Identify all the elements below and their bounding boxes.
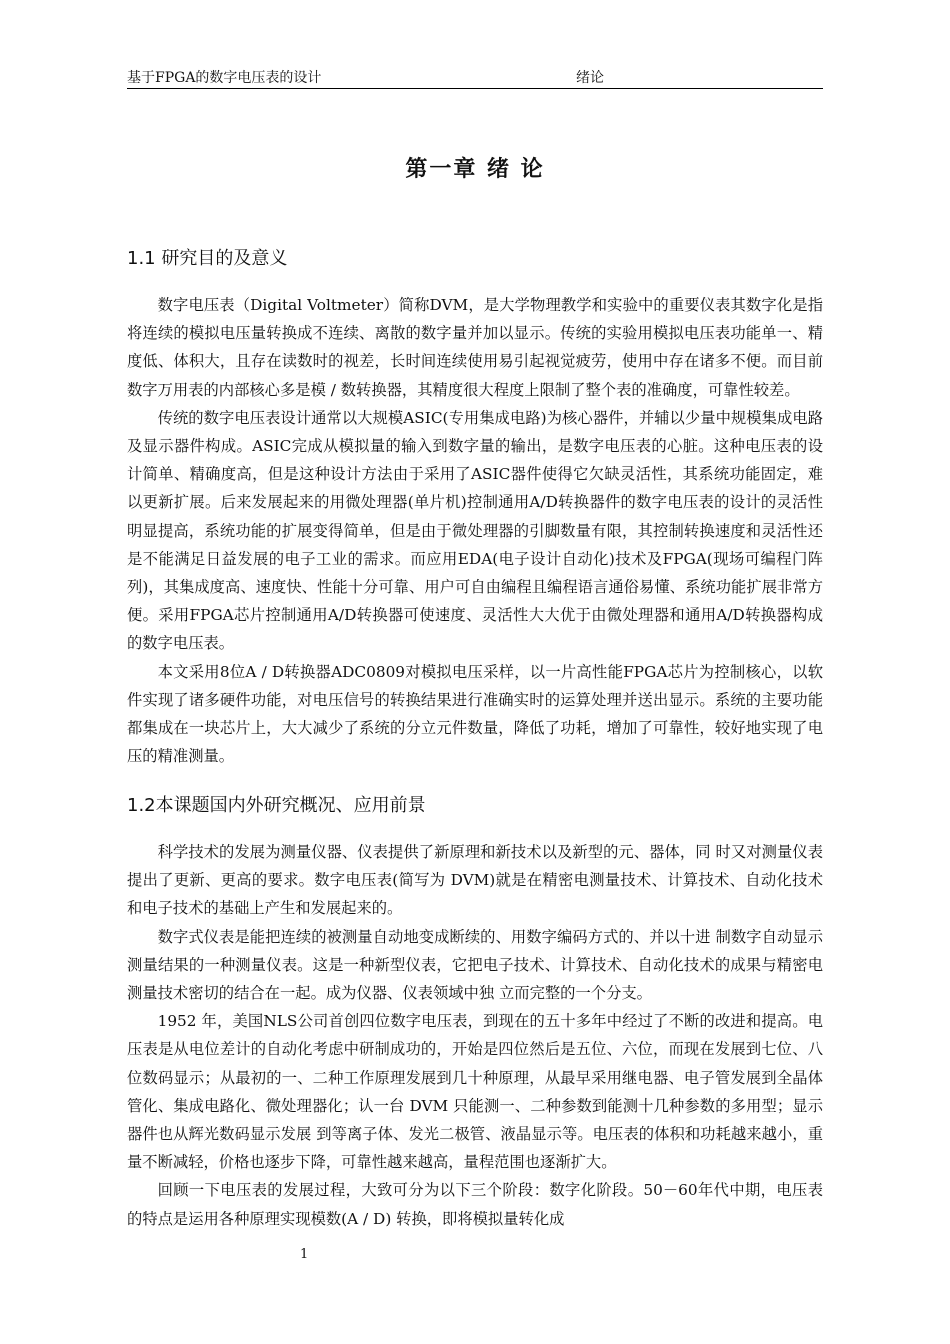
- section-1-1-body: [127, 291, 823, 770]
- chapter-title: 第一章 绪 论: [405, 157, 545, 182]
- running-header: [127, 62, 823, 89]
- header-chapter-name: 绪论: [576, 70, 604, 86]
- section-heading-1-2: 1.2本课题国内外研究概况、应用前景: [127, 795, 426, 816]
- paragraph: 数字式仪表是能把连续的被测量自动地变成断续的、用数字编码方式的、并以十进 制数字自动显示测量结果的一种测量仪表。这是一种新型仪表，它把电子技术、计算技术、自动化技术的成果与精密电测量技术密切的结合在一起。成为仪器、仪表领域中独 立而完整的一个分支。: [127, 927, 823, 1003]
- section-heading-1-1: 1.1 研究目的及意义: [127, 248, 288, 269]
- page-number: 1: [300, 1247, 309, 1262]
- header-document-title: 基于FPGA的数字电压表的设计: [127, 70, 322, 86]
- paragraph: 数字电压表（Digital Voltmeter）简称DVM，是大学物理教学和实验中的重要仪表其数字化是指将连续的模拟电压量转换成不连续、离散的数字量并加以显示。传统的实验用模拟电压表功能单一、精度低、体积大，且存在读数时的视差，长时间连续使用易引起视觉疲劳，使用中存在诸多不便。而目前数字万用表的内部核心多是模 / 数转换器，其精度很大程度上限制了整个表的准确度，可靠性较差。: [127, 296, 823, 399]
- paragraph: 1952 年，美国NLS公司首创四位数字电压表，到现在的五十多年中经过了不断的改进和提高。电压表是从电位差计的自动化考虑中研制成功的，开始是四位然后是五位、六位，而现在发展到七位、八位数码显示；从最初的一、二种工作原理发展到几十种原理，从最早采用继电器、电子管发展到全晶体管化、集成电路化、微处理器化；认一台 DVM 只能测一、二种参数到能测十几种参数的多用型；显示器件也从辉光数码显示发展 到等离子体、发光二极管、液晶显示等。电压表的体积和功耗越来越小，重量不断减轻，价格也逐步下降，可靠性越来越高，量程范围也逐渐扩大。: [127, 1012, 823, 1172]
- section-1-2-body: [127, 838, 823, 1233]
- paragraph: 科学技术的发展为测量仪器、仪表提供了新原理和新技术以及新型的元、器体，同 时又对测量仪表提出了更新、更高的要求。数字电压表(简写为 DVM)就是在精密电测量技术、计算技术、自动化技术和电子技术的基础上产生和发展起来的。: [127, 843, 823, 918]
- paragraph: 本文采用8位A / D转换器ADC0809对模拟电压采样，以一片高性能FPGA芯片为控制核心，以软件实现了诸多硬件功能，对电压信号的转换结果进行准确实时的运算处理并送出显示。系统的主要功能都集成在一块芯片上，大大减少了系统的分立元件数量，降低了功耗，增加了可靠性，较好地实现了电压的精准测量。: [127, 662, 823, 766]
- paragraph: 回顾一下电压表的发展过程，大致可分为以下三个阶段：数字化阶段。50－60年代中期，电压表的特点是运用各种原理实现模数(A / D) 转换，即将模拟量转化成: [127, 1181, 823, 1228]
- paragraph: 传统的数字电压表设计通常以大规模ASIC(专用集成电路)为核心器件，并辅以少量中规模集成电路及显示器件构成。ASIC完成从模拟量的输入到数字量的输出，是数字电压表的心脏。这种电压表的设计简单、精确度高，但是这种设计方法由于采用了ASIC器件使得它欠缺灵活性，其系统功能固定，难以更新扩展。后来发展起来的用微处理器(单片机)控制通用A/D转换器件的数字电压表的设计的灵活性明显提高，系统功能的扩展变得简单，但是由于微处理器的引脚数量有限，其控制转换速度和灵活性还是不能满足日益发展的电子工业的需求。而应用EDA(电子设计自动化)技术及FPGA(现场可编程门阵列)，其集成度高、速度快、性能十分可靠、用户可自由编程且编程语言通俗易懂、系统功能扩展非常方便。采用FPGA芯片控制通用A/D转换器可使速度、灵活性大大优于由微处理器和通用A/D转换器构成的数字电压表。: [127, 408, 823, 653]
